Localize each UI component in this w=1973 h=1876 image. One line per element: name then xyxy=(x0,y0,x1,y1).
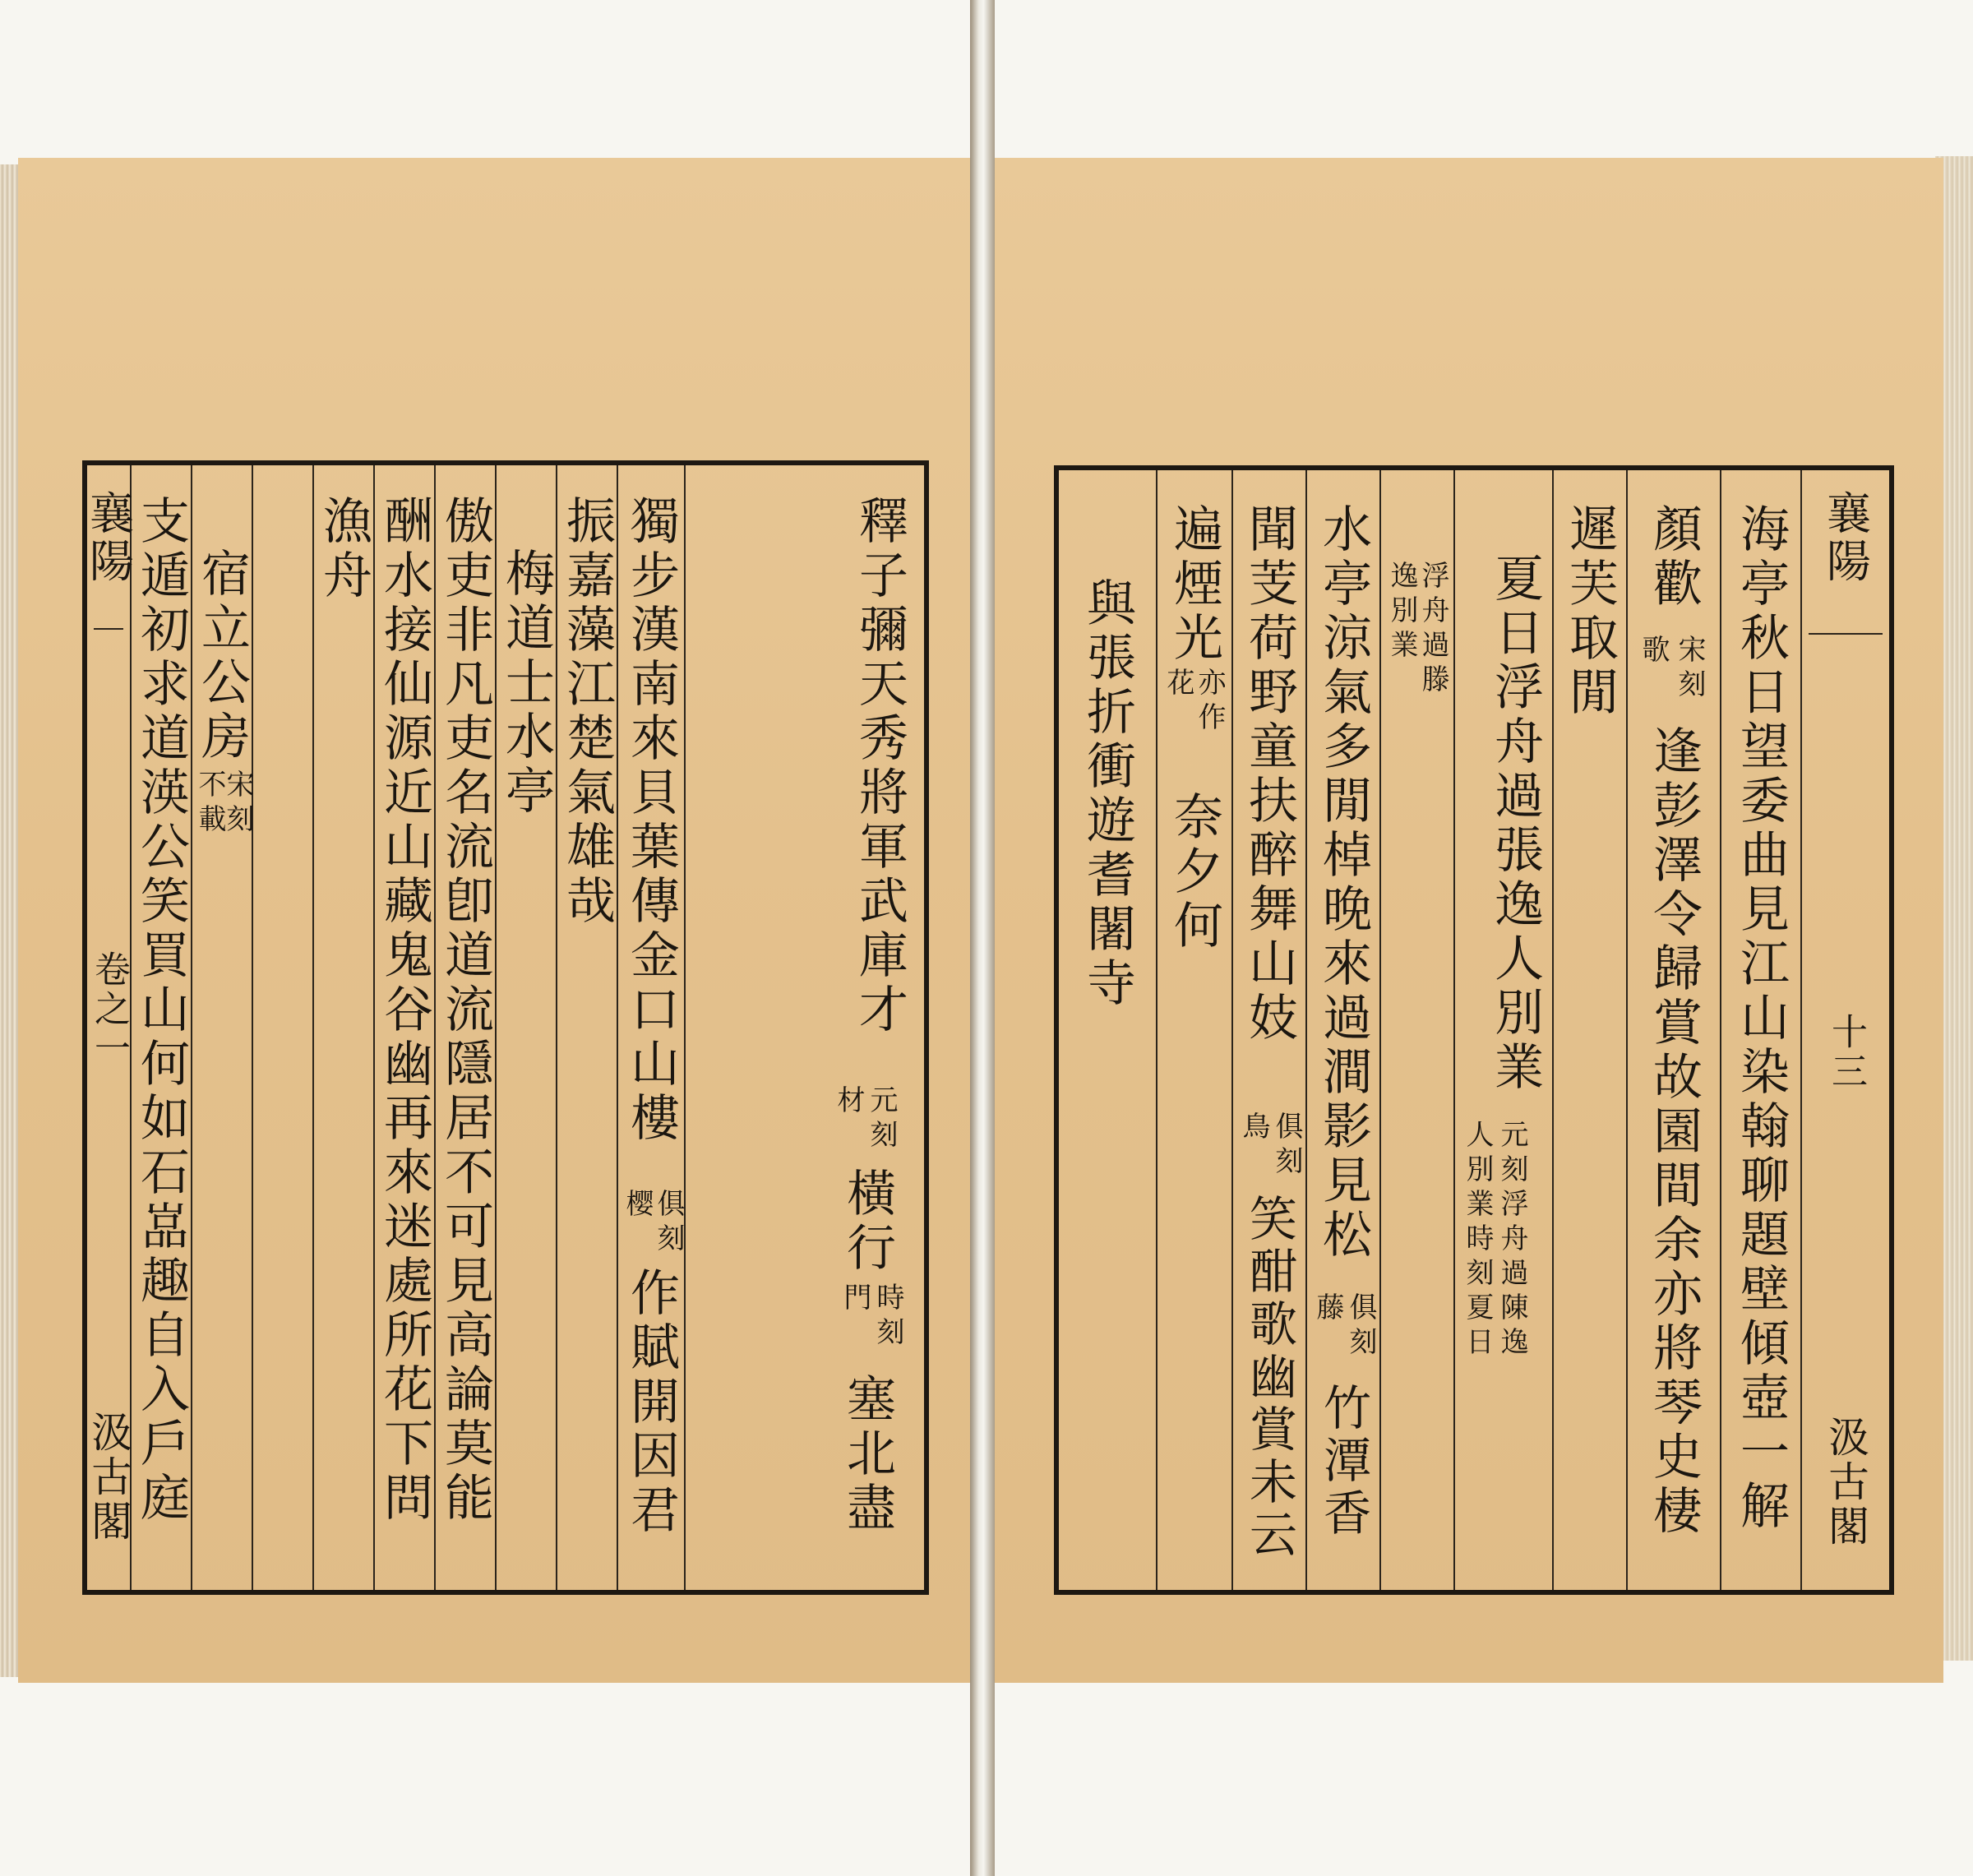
left-page-margin xyxy=(82,465,135,1590)
margin-title: 襄陽 xyxy=(1819,490,1872,585)
text-column: 水亭涼氣多閒棹晚來過澗影見松 俱刻 藤 竹潭香 xyxy=(1307,470,1381,1590)
annotation-note: 元刻 xyxy=(865,1085,898,1154)
text-column: 漁舟 xyxy=(314,465,375,1590)
annotation-note: 樱 xyxy=(621,1189,654,1223)
annotation-note: 俱刻 xyxy=(1344,1292,1377,1361)
text-column: 聞芰荷野童扶醉舞山妓 俱刻 鳥 笑酣歌幽賞未云 xyxy=(1233,470,1307,1590)
annotation-note: 俱刻 xyxy=(652,1189,685,1258)
text-column: 與張折衝遊耆闍寺 xyxy=(1059,470,1157,1590)
text-column: 傲吏非凡吏名流卽道流隱居不可見高論莫能 xyxy=(436,465,497,1590)
annotation-note: 歌 xyxy=(1637,635,1670,669)
text-column: 遍煙光 亦作 花 奈夕何 xyxy=(1157,470,1233,1590)
annotation-note: 人別業時刻夏日 xyxy=(1461,1120,1494,1361)
margin-leaf-number: 十三 xyxy=(1825,1013,1867,1092)
margin-publisher: 汲古閣 xyxy=(1822,1416,1869,1549)
right-page-margin xyxy=(1802,470,1889,1590)
text-column: 梅道士水亭 xyxy=(497,465,557,1590)
text-column: 海亭秋日望委曲見江山染翰聊題壁傾壺一解 xyxy=(1721,470,1802,1590)
text-column: 顏歡 宋刻 歌 逢彭澤令歸賞故園間余亦將琴史棲 xyxy=(1628,470,1721,1590)
annotation-note: 門 xyxy=(839,1282,871,1317)
annotation-note: 宋刻 xyxy=(221,769,254,839)
left-first-column: 元刻 材 橫行 時刻 門 塞北盡 xyxy=(807,460,929,1595)
text-column: 獨步漢南來貝葉傳金口山樓 俱刻 樱 作賦開因君 xyxy=(618,465,686,1590)
annotation-note: 花 xyxy=(1162,668,1194,702)
right-page xyxy=(995,158,1943,1683)
annotation-note: 鳥 xyxy=(1237,1111,1270,1146)
book-gutter xyxy=(970,0,995,1876)
annotation-note: 俱刻 xyxy=(1270,1111,1303,1181)
margin-publisher: 汲古閣 xyxy=(85,1411,132,1544)
annotation-note: 宋刻 xyxy=(1673,635,1706,704)
text-column: 釋子彌天秀將軍武庫才 xyxy=(851,495,908,1037)
annotation-note: 元刻浮舟過陳逸 xyxy=(1495,1120,1528,1361)
text-column: 支遁初求道渶公笑買山何如石嵓趣自入戶庭 xyxy=(132,465,192,1590)
text-column: 遲芙取閒 xyxy=(1554,470,1628,1590)
annotation-note: 浮舟過滕 xyxy=(1416,561,1449,699)
annotation-note: 亦作 xyxy=(1193,668,1226,737)
margin-volume: 卷之一 xyxy=(88,950,130,1069)
annotation-note: 時刻 xyxy=(871,1282,904,1352)
text-column: 宿立公房 宋刻 不載 xyxy=(192,465,253,1590)
annotation-note: 逸別業 xyxy=(1385,561,1418,664)
margin-title: 襄陽 xyxy=(82,490,135,585)
annotation-note: 材 xyxy=(832,1085,865,1120)
text-column xyxy=(253,465,314,1590)
text-column xyxy=(1381,470,1455,1590)
text-column: 振嘉藻江楚氣雄哉 xyxy=(557,465,618,1590)
annotation-note: 藤 xyxy=(1311,1292,1344,1327)
annotation-note: 不載 xyxy=(193,769,226,839)
left-text-frame xyxy=(82,460,929,1595)
text-column: 夏日浮舟過張逸人別業 元刻浮舟過陳逸 人別業時刻夏日 xyxy=(1455,470,1554,1590)
text-column: 酬水接仙源近山藏鬼谷幽再來迷處所花下問 xyxy=(375,465,436,1590)
right-text-frame xyxy=(1054,465,1894,1595)
